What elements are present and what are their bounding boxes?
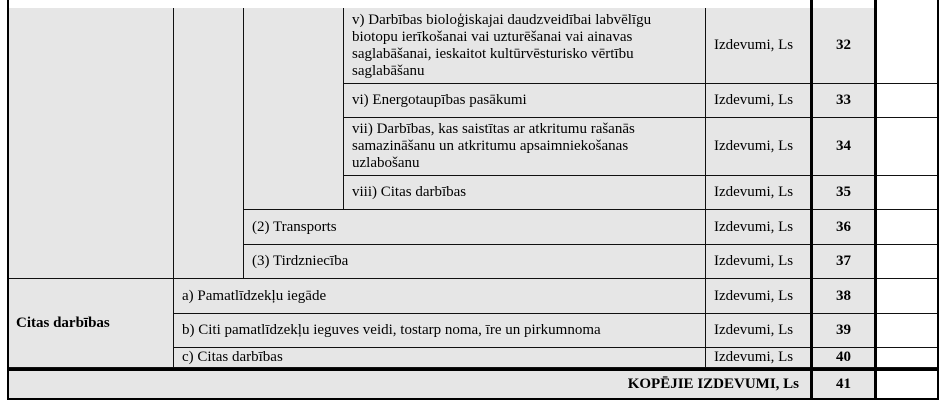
- row-32-unit-text: Izdevumi, Ls: [714, 37, 794, 53]
- row-39-value-cell[interactable]: [876, 314, 938, 348]
- total-code: [812, 371, 876, 399]
- row-38-text: a) Pamatlīdzekļu iegāde: [182, 287, 327, 304]
- spacer-col-2: [174, 8, 244, 279]
- left-border: [7, 0, 9, 400]
- group-label-cell: [8, 279, 174, 368]
- row-34-unit-text: Izdevumi, Ls: [714, 138, 794, 154]
- row-35-value-cell[interactable]: [876, 176, 938, 210]
- row-36-code: [812, 210, 876, 245]
- row-32-value-cell[interactable]: [876, 8, 938, 84]
- row-33-value-cell[interactable]: [876, 84, 938, 118]
- row-36-code-text: 36: [836, 218, 851, 235]
- row-40-code: [812, 348, 876, 368]
- row-35-unit: [706, 176, 812, 210]
- row-33-code: [812, 84, 876, 118]
- row-38-description: [174, 279, 706, 314]
- code-column-left-rule: [810, 0, 813, 400]
- row-40-unit-text: Izdevumi, Ls: [714, 349, 794, 365]
- row-34-value-cell[interactable]: [876, 118, 938, 176]
- row-39-unit-text: Izdevumi, Ls: [714, 322, 794, 338]
- row-39-unit: [706, 314, 812, 348]
- row-36-text: (2) Transports: [252, 218, 337, 235]
- total-top-rule: [7, 368, 939, 371]
- row-37-text: (3) Tirdzniecība: [252, 253, 349, 269]
- row-34-text: vii) Darbības, kas saistītas ar atkritumu rašanās samazināšanu un atkritumu apsaimniekošanas uzlabošanu: [352, 121, 635, 171]
- bottom-border: [7, 398, 939, 400]
- row-34-code-text: 34: [836, 138, 851, 154]
- row-33-unit: [706, 84, 812, 118]
- row-32-code-text: 32: [836, 37, 851, 53]
- row-38-unit: [706, 279, 812, 314]
- row-32-text: v) Darbības bioloģiskajai daudzveidībai labvēlīgu biotopu ierīkošanai vai uzturēšanai vai ainavas saglabāšanai, ieskaitot kultūrvēsturisko vērtību saglabāšanu: [352, 11, 652, 79]
- row-33-unit-text: Izdevumi, Ls: [714, 92, 794, 108]
- code-column-right-rule: [874, 0, 877, 400]
- row-32-code: [812, 8, 876, 84]
- row-37-code-text: 37: [836, 253, 851, 269]
- total-label-cell: [8, 371, 812, 399]
- total-code-text: 41: [836, 376, 851, 392]
- row-38-code: [812, 279, 876, 314]
- row-40-code-text: 40: [836, 349, 851, 365]
- row-37-unit-text: Izdevumi, Ls: [714, 253, 794, 269]
- right-border: [937, 0, 939, 400]
- row-35-code: [812, 176, 876, 210]
- total-value-cell[interactable]: [876, 371, 938, 399]
- row-36-unit-text: Izdevumi, Ls: [714, 218, 794, 235]
- row-39-description: [174, 314, 706, 348]
- row-35-description: [344, 176, 706, 210]
- row-36-description: [244, 210, 706, 245]
- row-39-text: b) Citi pamatlīdzekļu ieguves veidi, tostarp noma, īre un pirkumnoma: [182, 322, 601, 338]
- row-32-description: [344, 8, 706, 84]
- row-32-unit: [706, 8, 812, 84]
- total-label-text: KOPĒJIE IZDEVUMI, Ls: [627, 376, 799, 392]
- spacer-col-3: [244, 8, 344, 210]
- row-39-code-text: 39: [836, 322, 851, 338]
- spacer-col-1: [8, 8, 174, 279]
- row-34-description: [344, 118, 706, 176]
- row-34-unit: [706, 118, 812, 176]
- group-label-text: Citas darbības: [16, 314, 110, 331]
- row-36-value-cell[interactable]: [876, 210, 938, 245]
- row-38-unit-text: Izdevumi, Ls: [714, 287, 794, 304]
- row-35-text: viii) Citas darbības: [352, 184, 467, 200]
- row-37-description: [244, 245, 706, 279]
- row-40-value-cell[interactable]: [876, 348, 938, 368]
- row-40-text: c) Citas darbības: [182, 349, 283, 365]
- row-40-description: [174, 348, 706, 368]
- row-33-text: vi) Energotaupības pasākumi: [352, 92, 527, 108]
- row-34-code: [812, 118, 876, 176]
- row-40-unit: [706, 348, 812, 368]
- row-33-code-text: 33: [836, 92, 851, 108]
- row-36-unit: [706, 210, 812, 245]
- row-35-code-text: 35: [836, 184, 851, 200]
- row-38-code-text: 38: [836, 287, 851, 304]
- row-39-code: [812, 314, 876, 348]
- row-33-description: [344, 84, 706, 118]
- row-38-value-cell[interactable]: [876, 279, 938, 314]
- row-37-value-cell[interactable]: [876, 245, 938, 279]
- row-35-unit-text: Izdevumi, Ls: [714, 184, 794, 200]
- row-37-unit: [706, 245, 812, 279]
- row-37-code: [812, 245, 876, 279]
